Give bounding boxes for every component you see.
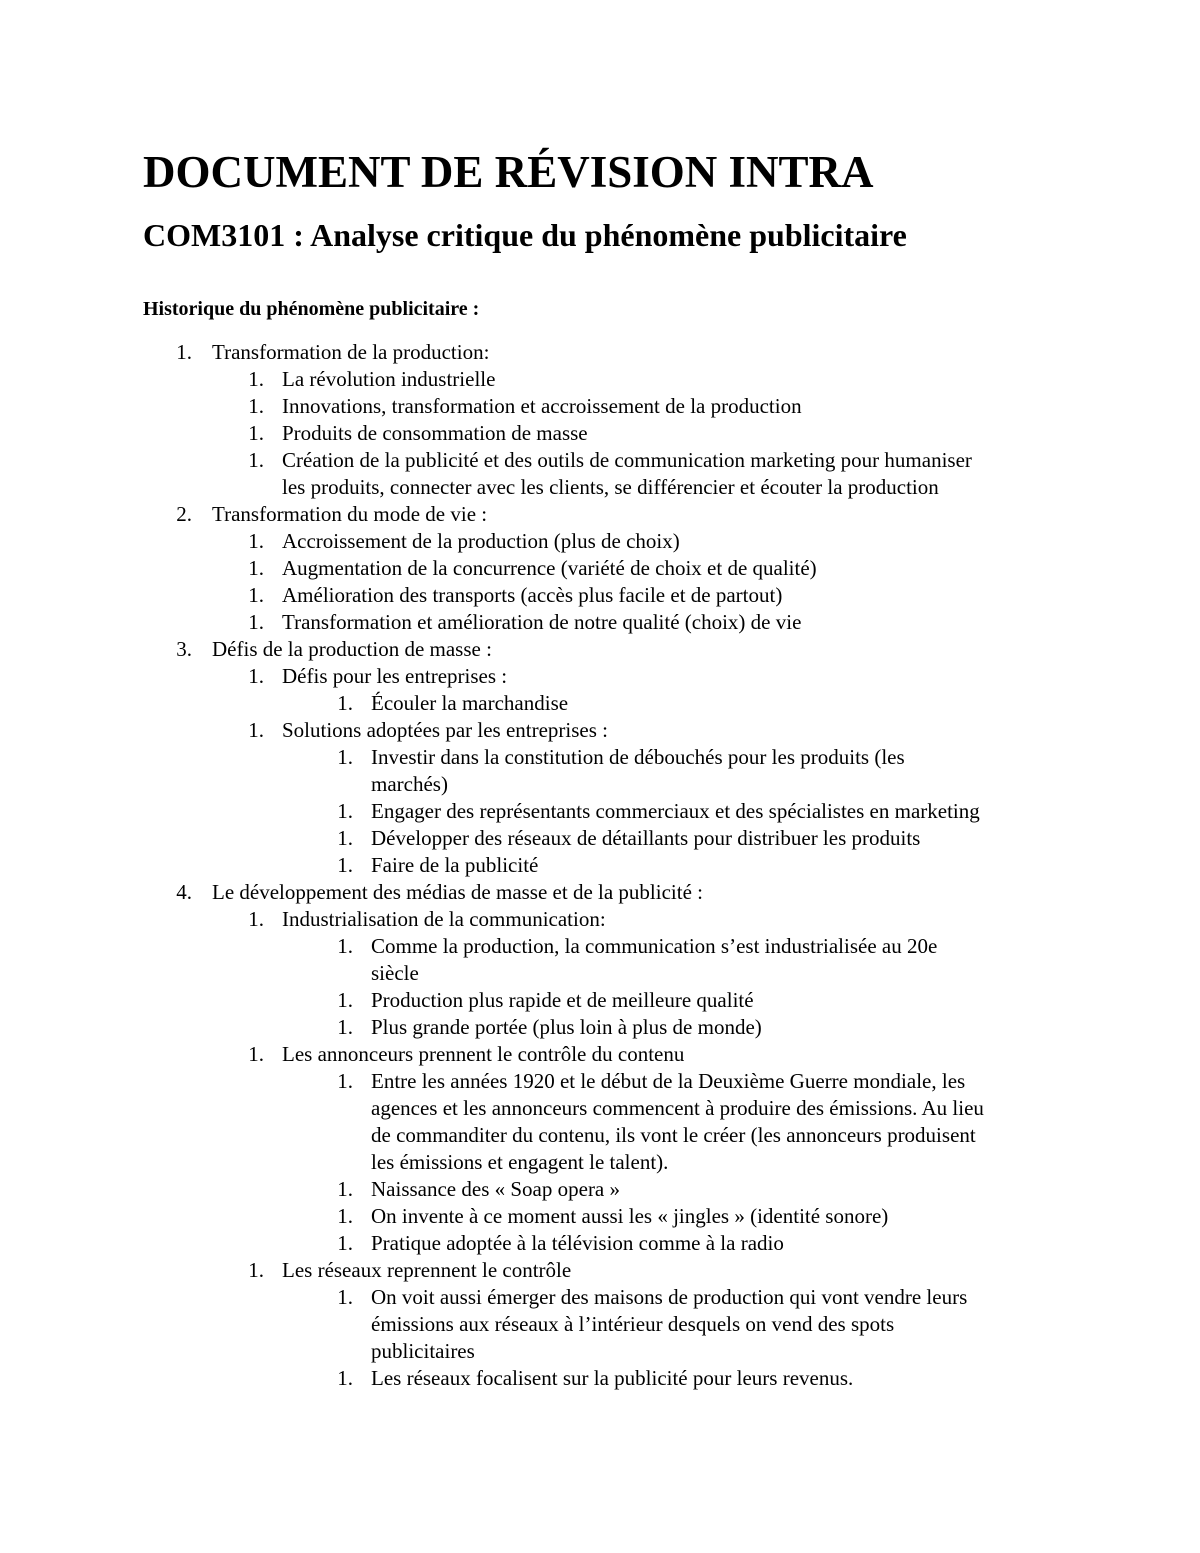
- list-item-level-3: [0, 852, 1200, 879]
- list-item-number: 1.: [337, 1231, 353, 1255]
- page-title: DOCUMENT DE RÉVISION INTRA: [143, 147, 874, 197]
- list-item-level-3: [0, 825, 1200, 852]
- list-item-level-3: [0, 1230, 1200, 1257]
- list-item-number: 1.: [337, 934, 353, 958]
- list-item-number: 1.: [337, 1177, 353, 1201]
- list-item-text-line: Transformation de la production:: [212, 340, 490, 364]
- list-item-text: [212, 879, 703, 906]
- list-item-text: [282, 609, 801, 636]
- list-item-level-1: [0, 636, 1200, 663]
- list-item-level-2: [0, 528, 1200, 555]
- list-item-number: 1.: [248, 394, 264, 418]
- list-item-text-line: On voit aussi émerger des maisons de production qui vont vendre leurs: [371, 1285, 968, 1309]
- list-item-text: [371, 1365, 853, 1392]
- list-item-text-line: Pratique adoptée à la télévision comme à la radio: [371, 1231, 784, 1255]
- list-item-number: 1.: [248, 718, 264, 742]
- list-item-text-line: les émissions et engagent le talent).: [371, 1150, 669, 1174]
- list-item-text-line: publicitaires: [371, 1339, 475, 1363]
- list-item-number: 1.: [248, 907, 264, 931]
- list-item-text-line: siècle: [371, 961, 419, 985]
- list-item-text-line: Production plus rapide et de meilleure qualité: [371, 988, 754, 1012]
- list-item-level-3: [0, 1284, 1200, 1365]
- list-item-level-2: [0, 366, 1200, 393]
- list-item-text-line: Naissance des « Soap opera »: [371, 1177, 621, 1201]
- list-item-number: 1.: [248, 556, 264, 580]
- list-item-number: 1.: [176, 340, 192, 364]
- list-item-level-2: [0, 555, 1200, 582]
- list-item-text: [371, 744, 905, 798]
- list-item-number: 1.: [248, 367, 264, 391]
- list-item-number: 3.: [176, 637, 192, 661]
- list-item-level-1: [0, 879, 1200, 906]
- section-heading: Historique du phénomène publicitaire :: [143, 298, 480, 320]
- list-item-number: 1.: [337, 988, 353, 1012]
- list-item-level-3: [0, 744, 1200, 798]
- list-item-text-line: Faire de la publicité: [371, 853, 539, 877]
- list-item-text-line: agences et les annonceurs commencent à produire des émissions. Au lieu: [371, 1096, 984, 1120]
- list-item-number: 1.: [248, 1042, 264, 1066]
- list-item-level-3: [0, 690, 1200, 717]
- list-item-text-line: marchés): [371, 772, 448, 796]
- list-item-number: 1.: [337, 1366, 353, 1390]
- list-item-text-line: Défis pour les entreprises :: [282, 664, 508, 688]
- list-item-text: [212, 636, 492, 663]
- list-item-text-line: Amélioration des transports (accès plus facile et de partout): [282, 583, 783, 607]
- list-item-text-line: La révolution industrielle: [282, 367, 496, 391]
- list-item-text: [282, 1257, 571, 1284]
- list-item-text-line: Création de la publicité et des outils de communication marketing pour humaniser: [282, 448, 972, 472]
- list-item-text-line: Développer des réseaux de détaillants pour distribuer les produits: [371, 826, 921, 850]
- list-item-text: [282, 420, 588, 447]
- list-item-text-line: Transformation du mode de vie :: [212, 502, 488, 526]
- list-item-text-line: Augmentation de la concurrence (variété de choix et de qualité): [282, 556, 817, 580]
- list-item-number: 1.: [337, 1069, 353, 1093]
- list-item-number: 1.: [337, 853, 353, 877]
- list-item-text: [371, 987, 754, 1014]
- course-subtitle: COM3101 : Analyse critique du phénomène publicitaire: [143, 217, 907, 253]
- list-item-text: [282, 717, 608, 744]
- list-item-text-line: Investir dans la constitution de débouchés pour les produits (les: [371, 745, 905, 769]
- list-item-number: 1.: [337, 1285, 353, 1309]
- list-item-text-line: Solutions adoptées par les entreprises :: [282, 718, 609, 742]
- list-item-level-2: [0, 609, 1200, 636]
- list-item-level-2: [0, 717, 1200, 744]
- list-item-text-line: Accroissement de la production (plus de choix): [282, 529, 680, 553]
- list-item-text-line: Entre les années 1920 et le début de la Deuxième Guerre mondiale, les: [371, 1069, 966, 1093]
- list-item-text: [371, 933, 937, 987]
- list-item-level-2: [0, 1041, 1200, 1068]
- list-item-text: [282, 582, 782, 609]
- list-item-text-line: Plus grande portée (plus loin à plus de monde): [371, 1015, 762, 1039]
- list-item-level-2: [0, 420, 1200, 447]
- list-item-text-line: Le développement des médias de masse et de la publicité :: [212, 880, 703, 904]
- list-item-text: [371, 1176, 620, 1203]
- list-item-level-3: [0, 1203, 1200, 1230]
- outline-list: [0, 339, 1200, 1392]
- list-item-level-2: [0, 582, 1200, 609]
- list-item-number: 1.: [337, 826, 353, 850]
- list-item-text: [282, 1041, 684, 1068]
- list-item-text: [371, 1068, 984, 1176]
- list-item-text: [282, 906, 606, 933]
- list-item-text: [282, 528, 680, 555]
- list-item-text: [282, 366, 495, 393]
- list-item-number: 1.: [248, 610, 264, 634]
- list-item-level-1: [0, 339, 1200, 366]
- list-item-text-line: Comme la production, la communication s’est industrialisée au 20e: [371, 934, 938, 958]
- list-item-number: 2.: [176, 502, 192, 526]
- list-item-text-line: émissions aux réseaux à l’intérieur desquels on vend des spots: [371, 1312, 895, 1336]
- list-item-number: 1.: [248, 583, 264, 607]
- list-item-text: [371, 1284, 967, 1365]
- list-item-number: 1.: [248, 529, 264, 553]
- list-item-text-line: de commanditer du contenu, ils vont le créer (les annonceurs produisent: [371, 1123, 976, 1147]
- list-item-level-3: [0, 1014, 1200, 1041]
- list-item-text: [371, 690, 568, 717]
- list-item-text: [371, 1014, 762, 1041]
- list-item-text: [371, 852, 538, 879]
- list-item-level-3: [0, 1068, 1200, 1176]
- list-item-text-line: Industrialisation de la communication:: [282, 907, 606, 931]
- list-item-text-line: Les annonceurs prennent le contrôle du contenu: [282, 1042, 685, 1066]
- list-item-number: 4.: [176, 880, 192, 904]
- list-item-text-line: Transformation et amélioration de notre qualité (choix) de vie: [282, 610, 802, 634]
- list-item-level-3: [0, 933, 1200, 987]
- list-item-text-line: Défis de la production de masse :: [212, 637, 492, 661]
- list-item-number: 1.: [337, 691, 353, 715]
- list-item-text: [282, 555, 817, 582]
- list-item-number: 1.: [337, 745, 353, 769]
- list-item-number: 1.: [337, 1015, 353, 1039]
- list-item-level-3: [0, 1176, 1200, 1203]
- list-item-number: 1.: [248, 448, 264, 472]
- list-item-text: [371, 825, 920, 852]
- list-item-text: [371, 1230, 784, 1257]
- list-item-level-3: [0, 987, 1200, 1014]
- list-item-level-1: [0, 501, 1200, 528]
- list-item-number: 1.: [337, 1204, 353, 1228]
- list-item-text: [371, 1203, 888, 1230]
- list-item-text: [212, 501, 487, 528]
- list-item-number: 1.: [248, 664, 264, 688]
- list-item-text-line: On invente à ce moment aussi les « jingles » (identité sonore): [371, 1204, 889, 1228]
- list-item-text-line: les produits, connecter avec les clients, se différencier et écouter la production: [282, 475, 939, 499]
- list-item-text: [282, 447, 972, 501]
- list-item-level-2: [0, 447, 1200, 501]
- list-item-level-2: [0, 906, 1200, 933]
- list-item-number: 1.: [248, 421, 264, 445]
- list-item-level-2: [0, 663, 1200, 690]
- list-item-text: [212, 339, 489, 366]
- list-item-text: [282, 393, 802, 420]
- list-item-level-2: [0, 393, 1200, 420]
- list-item-level-3: [0, 798, 1200, 825]
- list-item-text-line: Les réseaux reprennent le contrôle: [282, 1258, 572, 1282]
- list-item-number: 1.: [248, 1258, 264, 1282]
- list-item-text-line: Écouler la marchandise: [371, 691, 569, 715]
- list-item-text-line: Engager des représentants commerciaux et des spécialistes en marketing: [371, 799, 980, 823]
- list-item-text-line: Produits de consommation de masse: [282, 421, 588, 445]
- list-item-text-line: Les réseaux focalisent sur la publicité pour leurs revenus.: [371, 1366, 854, 1390]
- list-item-level-3: [0, 1365, 1200, 1392]
- list-item-text-line: Innovations, transformation et accroissement de la production: [282, 394, 802, 418]
- list-item-text: [282, 663, 507, 690]
- list-item-number: 1.: [337, 799, 353, 823]
- list-item-text: [371, 798, 980, 825]
- list-item-level-2: [0, 1257, 1200, 1284]
